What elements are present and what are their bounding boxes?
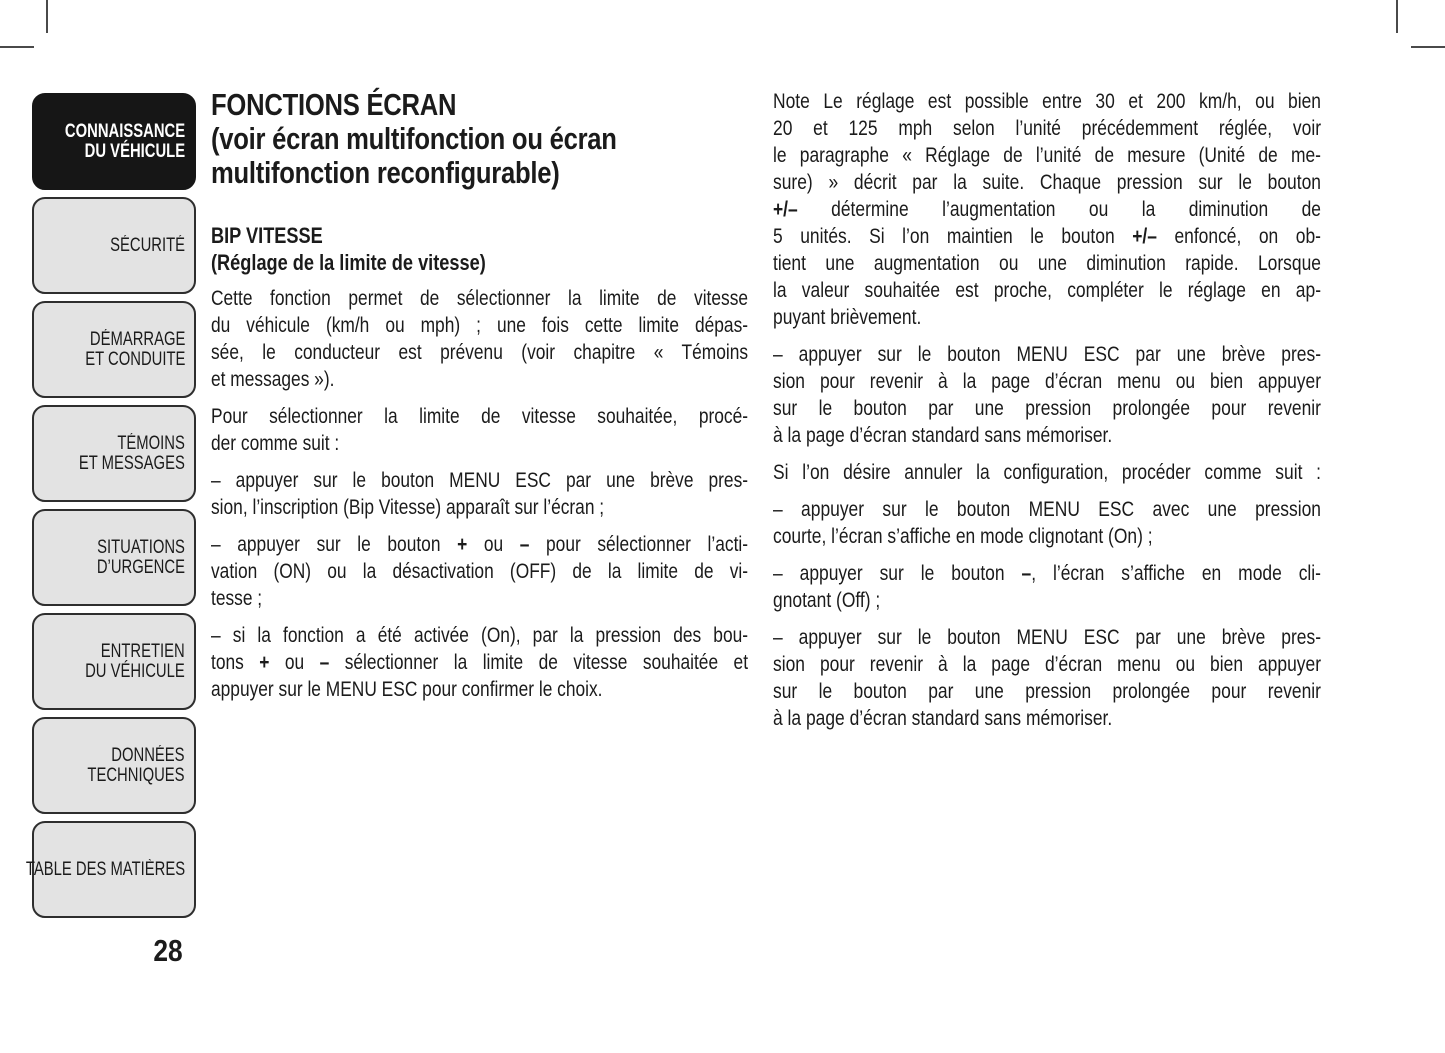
paragraph [773, 496, 1321, 550]
text-line: – appuyer sur le bouton MENU ESC par une brève pres- [773, 343, 1321, 366]
text-line: vation (ON) ou la désactivation (OFF) de la limite de vi- [211, 560, 749, 583]
text-line: +/– détermine l’augmentation ou la diminution de [773, 198, 1321, 221]
text-line: gnotant (Off) ; [773, 589, 881, 612]
text-line: Cette fonction permet de sélectionner la limite de vitesse [211, 287, 749, 310]
left-column [211, 88, 748, 713]
paragraph [211, 285, 748, 393]
text-line: sur le bouton par une pression prolongée pour revenir [773, 397, 1321, 420]
sidebar-tab-connaissance-du-vehicule[interactable] [32, 93, 196, 190]
text-line: Si l’on désire annuler la configuration, procéder comme suit : [773, 461, 1321, 484]
sidebar-tab-label: CONNAISSANCE DU VÉHICULE [64, 120, 185, 162]
text-line: courte, l’écran s’affiche en mode clignotant (On) ; [773, 525, 1153, 548]
text-line: du véhicule (km/h ou mph) ; une fois cette limite dépas- [211, 314, 749, 337]
text-line: sée, le conducteur est prévenu (voir chapitre « Témoins [211, 341, 749, 364]
text-line: Note Le réglage est possible entre 30 et 200 km/h, ou bien [773, 90, 1321, 113]
paragraph [773, 88, 1321, 331]
paragraph [211, 622, 748, 703]
text-line: – appuyer sur le bouton MENU ESC par une brève pres- [211, 469, 749, 492]
crop-mark-top-left-vertical [46, 0, 48, 33]
text-line: der comme suit : [211, 432, 340, 455]
crop-mark-top-left-horizontal [0, 46, 34, 48]
sidebar-tab-label: SÉCURITÉ [110, 234, 185, 256]
sidebar-tab-label: ENTRETIEN DU VÉHICULE [85, 640, 185, 682]
paragraph [211, 531, 748, 612]
page-title: FONCTIONS ÉCRAN (voir écran multifonction ou écran multifonction reconfigurable) [211, 87, 617, 190]
sidebar-tab-securite[interactable] [32, 197, 196, 294]
text-line: à la page d’écran standard sans mémoriser. [773, 424, 1113, 447]
crop-mark-top-right-horizontal [1411, 46, 1445, 48]
text-line: appuyer sur le MENU ESC pour confirmer le choix. [211, 678, 603, 701]
text-line: 5 unités. Si l’on maintien le bouton +/– enfoncé, on ob- [773, 225, 1321, 248]
sidebar-tab-label: DONNÉES TECHNIQUES [87, 744, 185, 786]
chapter-sidebar [25, 93, 196, 925]
right-column-text [773, 88, 1321, 732]
sidebar-tab-label: TÉMOINS ET MESSAGES [79, 432, 185, 474]
text-line: puyant brièvement. [773, 306, 922, 329]
text-line: – appuyer sur le bouton + ou – pour sélectionner l’acti- [211, 533, 749, 556]
sidebar-tab-entretien-du-vehicule[interactable] [32, 613, 196, 710]
text-line: sure) » décrit par la suite. Chaque pression sur le bouton [773, 171, 1321, 194]
page-number: 28 [153, 933, 183, 968]
sidebar-tab-label: DÉMARRAGE ET CONDUITE [84, 328, 185, 370]
text-line: 20 et 125 mph selon l’unité précédemment réglée, voir [773, 117, 1321, 140]
text-line: et messages »). [211, 368, 335, 391]
text-line: – si la fonction a été activée (On), par la pression des bou- [211, 624, 749, 647]
text-line: sion, l’inscription (Bip Vitesse) apparaît sur l’écran ; [211, 496, 605, 519]
text-line: – appuyer sur le bouton –, l’écran s’affiche en mode cli- [773, 562, 1321, 585]
text-line: – appuyer sur le bouton MENU ESC avec une pression [773, 498, 1321, 521]
right-column [773, 88, 1321, 742]
paragraph [773, 624, 1321, 732]
text-line: sur le bouton par une pression prolongée pour revenir [773, 680, 1321, 703]
text-line: tons + ou – sélectionner la limite de vitesse souhaitée et [211, 651, 749, 674]
sidebar-tab-table-des-matieres[interactable] [25, 821, 196, 918]
crop-mark-top-right-vertical [1396, 0, 1398, 33]
text-line: le paragraphe « Réglage de l’unité de mesure (Unité de me- [773, 144, 1321, 167]
paragraph [211, 403, 748, 457]
sidebar-tab-situations-d-urgence[interactable] [32, 509, 196, 606]
paragraph [773, 459, 1321, 486]
paragraph [211, 467, 748, 521]
text-line: la valeur souhaitée est proche, compléter le réglage en ap- [773, 279, 1321, 302]
left-column-text [211, 88, 748, 703]
sidebar-tab-donnees-techniques[interactable] [32, 717, 196, 814]
text-line: tesse ; [211, 587, 263, 610]
sidebar-tab-demarrage-et-conduite[interactable] [32, 301, 196, 398]
paragraph [773, 560, 1321, 614]
text-line: Pour sélectionner la limite de vitesse souhaitée, procé- [211, 405, 749, 428]
text-line: à la page d’écran standard sans mémoriser. [773, 707, 1113, 730]
paragraph [773, 341, 1321, 449]
section-subtitle: BIP VITESSE (Réglage de la limite de vitesse) [211, 223, 486, 275]
text-line: – appuyer sur le bouton MENU ESC par une brève pres- [773, 626, 1321, 649]
text-line: sion pour revenir à la page d’écran menu ou bien appuyer [773, 370, 1321, 393]
sidebar-tab-label: TABLE DES MATIÈRES [25, 858, 185, 880]
sidebar-tab-label: SITUATIONS D’URGENCE [96, 536, 185, 578]
text-line: tient une augmentation ou une diminution rapide. Lorsque [773, 252, 1321, 275]
sidebar-tab-temoins-et-messages[interactable] [32, 405, 196, 502]
text-line: sion pour revenir à la page d’écran menu ou bien appuyer [773, 653, 1321, 676]
